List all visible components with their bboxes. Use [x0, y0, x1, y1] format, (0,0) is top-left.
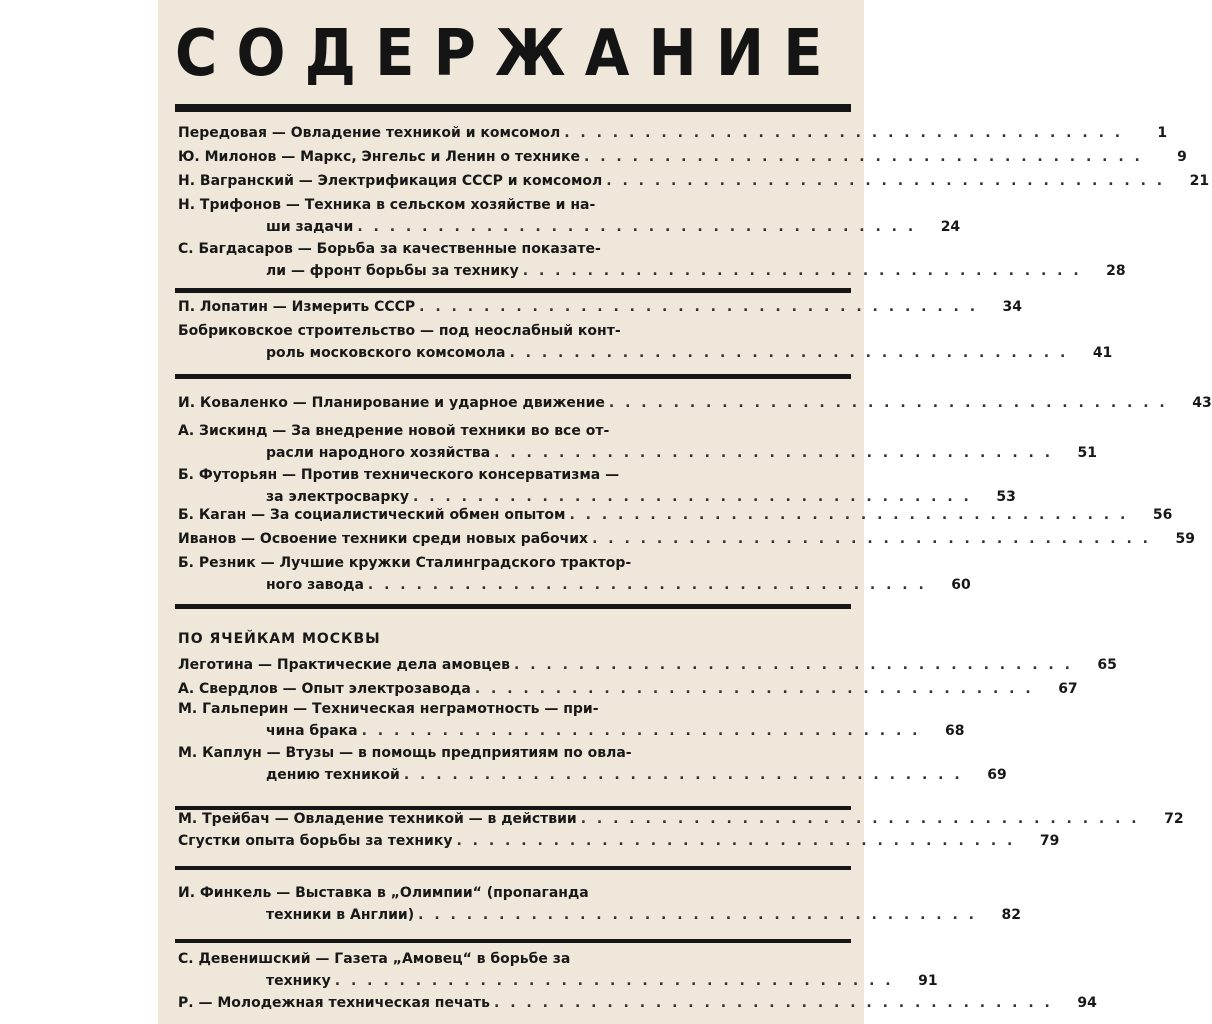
dot-leader: . . . . . . . . . . . . . . . . . . . . . . . . . . . . . . . . . . .	[357, 219, 917, 235]
toc-entry-title: А. Зискинд — За внедрение новой техники во все от-	[178, 423, 610, 439]
toc-page-number: 79	[1039, 833, 1060, 849]
toc-entry-line	[178, 742, 851, 764]
toc-entry-continuation	[178, 970, 938, 992]
toc-page-number: 1	[1157, 125, 1168, 141]
toc-entry-line	[178, 420, 851, 442]
toc-entry-title: Ю. Милонов — Маркс, Энгельс и Ленин о технике	[178, 149, 581, 165]
dot-leader: . . . . . . . . . . . . . . . . . . . . . . . . . . . . . . . . . . .	[403, 767, 963, 783]
toc-entry-title: И. Коваленко — Планирование и ударное движение	[178, 395, 605, 411]
toc-entry-continuation	[178, 764, 1007, 786]
toc-entry-title: А. Свердлов — Опыт электрозавода	[178, 681, 471, 697]
toc-page-number: 41	[1092, 345, 1113, 361]
dot-leader: . . . . . . . . . . . . . . . . . . . . . . . . . . . . . . . . . . .	[584, 149, 1143, 165]
dot-leader: . . . . . . . . . . . . . . . . . . . . . . . . . . . . . . . . . . .	[334, 973, 894, 989]
toc-entry-title: роль московского комсомола	[266, 345, 506, 361]
toc-entry-line	[178, 698, 851, 720]
toc-entry-title: Леготина — Практические дела амовцев	[178, 657, 511, 673]
toc-entry-title: ли — фронт борьбы за технику	[266, 263, 519, 279]
toc-entry-line	[178, 882, 851, 904]
toc-entry-title: М. Трейбач — Овладение техникой — в действии	[178, 811, 577, 827]
toc-entry-title: М. Каплун — Втузы — в помощь предприятиям по овла-	[178, 745, 632, 761]
toc-entry-line	[178, 948, 851, 970]
toc-page-number: 60	[951, 577, 971, 593]
dot-leader: . . . . . . . . . . . . . . . . . . . . . . . . . . . . . . . . . . .	[569, 507, 1129, 523]
toc-entry-title: Б. Каган — За социалистический обмен опытом	[178, 507, 566, 523]
toc-entry-line	[178, 238, 851, 260]
dot-leader: . . . . . . . . . . . . . . . . . . . . . . . . . . . . . . . . . . .	[367, 577, 927, 593]
toc-entry-title: за электросварку	[266, 489, 410, 505]
toc-entry-title: чина брака	[266, 723, 358, 739]
divider	[175, 866, 851, 870]
toc-entry-line	[178, 320, 851, 342]
dot-leader: . . . . . . . . . . . . . . . . . . . . . . . . . . . . . . . . . . .	[580, 811, 1140, 827]
toc-entry-title: М. Гальперин — Техническая неграмотность — при-	[178, 701, 599, 717]
toc-page-number: 68	[944, 723, 965, 739]
dot-leader: . . . . . . . . . . . . . . . . . . . . . . . . . . . . . . . . . . .	[514, 657, 1073, 673]
toc-entry-continuation	[178, 216, 961, 238]
toc-entry-line	[178, 146, 1187, 168]
dot-leader: . . . . . . . . . . . . . . . . . . . . . . . . . . . . . . . . . . .	[413, 489, 972, 505]
toc-page-number: 82	[1001, 907, 1021, 923]
toc-page-number: 53	[996, 489, 1016, 505]
toc-entry-continuation	[178, 342, 1113, 364]
toc-entry-title: Иванов — Освоение техники среди новых рабочих	[178, 531, 589, 547]
toc-entry-title: Передовая — Овладение техникой и комсомол	[178, 125, 561, 141]
toc-entry-line	[178, 552, 851, 574]
toc-page-number: 59	[1175, 531, 1195, 547]
toc-page-number: 24	[940, 219, 961, 235]
toc-page-number: 69	[987, 767, 1007, 783]
toc-entry-line	[178, 830, 1060, 852]
toc-entry-line	[178, 654, 1117, 676]
toc-entry-title: Сгустки опыта борьбы за технику	[178, 833, 453, 849]
toc-entry-line	[178, 464, 851, 486]
toc-page-number: 9	[1177, 149, 1187, 165]
toc-entry-title: Н. Трифонов — Техника в сельском хозяйстве и на-	[178, 197, 596, 213]
toc-entry-line	[178, 170, 1210, 192]
toc-entry-title: П. Лопатин — Измерить СССР	[178, 299, 416, 315]
toc-entry-line	[178, 808, 1184, 830]
toc-page-number: 34	[1002, 299, 1023, 315]
toc-entry-title: техники в Англии)	[266, 907, 415, 923]
dot-leader: . . . . . . . . . . . . . . . . . . . . . . . . . . . . . . . . . . .	[456, 833, 1016, 849]
toc-entry-title: ного завода	[266, 577, 364, 593]
page-title: СОДЕРЖАНИЕ	[175, 17, 842, 91]
dot-leader: . . . . . . . . . . . . . . . . . . . . . . . . . . . . . . . . . . .	[418, 907, 977, 923]
toc-entry-line	[178, 992, 1097, 1014]
toc-page-number: 56	[1152, 507, 1173, 523]
toc-entry-title: Р. — Молодежная техническая печать	[178, 995, 490, 1011]
toc-page-number: 43	[1192, 395, 1212, 411]
dot-leader: . . . . . . . . . . . . . . . . . . . . . . . . . . . . . . . . . . .	[564, 125, 1124, 141]
toc-entry-title: Бобриковское строительство — под неослабный конт-	[178, 323, 621, 339]
dot-leader: . . . . . . . . . . . . . . . . . . . . . . . . . . . . . . . . . . .	[419, 299, 979, 315]
dot-leader: . . . . . . . . . . . . . . . . . . . . . . . . . . . . . . . . . . .	[606, 173, 1166, 189]
toc-entry-title: расли народного хозяйства	[266, 445, 491, 461]
toc-page-number: 94	[1077, 995, 1097, 1011]
dot-leader: . . . . . . . . . . . . . . . . . . . . . . . . . . . . . . . . . . .	[509, 345, 1069, 361]
toc-page-number: 65	[1097, 657, 1117, 673]
divider	[175, 374, 851, 379]
toc-entry-title: С. Девенишский — Газета „Амовец“ в борьбе за	[178, 951, 571, 967]
toc-entry-title: технику	[266, 973, 331, 989]
dot-leader: . . . . . . . . . . . . . . . . . . . . . . . . . . . . . . . . . . .	[522, 263, 1082, 279]
toc-entry-title: Б. Футорьян — Против технического консерватизма —	[178, 467, 620, 483]
divider	[175, 288, 851, 293]
dot-leader: . . . . . . . . . . . . . . . . . . . . . . . . . . . . . . . . . . .	[494, 445, 1054, 461]
dot-leader: . . . . . . . . . . . . . . . . . . . . . . . . . . . . . . . . . . .	[361, 723, 921, 739]
dot-leader: . . . . . . . . . . . . . . . . . . . . . . . . . . . . . . . . . . .	[592, 531, 1151, 547]
toc-entry-line	[178, 678, 1078, 700]
toc-entry-line	[178, 194, 851, 216]
section-heading: ПО ЯЧЕЙКАМ МОСКВЫ	[178, 631, 381, 647]
toc-page-number: 28	[1106, 263, 1126, 279]
toc-page-number: 21	[1189, 173, 1210, 189]
toc-page-number: 91	[918, 973, 938, 989]
toc-entry-title: Н. Вагранский — Электрификация СССР и комсомол	[178, 173, 603, 189]
toc-entry-continuation	[178, 904, 1021, 926]
toc-page-number: 72	[1164, 811, 1184, 827]
toc-entry-continuation	[178, 260, 1126, 282]
toc-page-number: 67	[1058, 681, 1078, 697]
toc-entry-line	[178, 528, 1195, 550]
toc-entry-title: И. Финкель — Выставка в „Олимпии“ (пропаганда	[178, 885, 589, 901]
toc-entry-line	[178, 392, 1212, 414]
dot-leader: . . . . . . . . . . . . . . . . . . . . . . . . . . . . . . . . . . .	[608, 395, 1168, 411]
toc-entry-title: дению техникой	[266, 767, 400, 783]
toc-entry-title: С. Багдасаров — Борьба за качественные показате-	[178, 241, 601, 257]
toc-entry-continuation	[178, 442, 1098, 464]
divider	[175, 604, 851, 609]
toc-entry-continuation	[178, 720, 965, 742]
divider	[175, 939, 851, 943]
toc-entry-line	[178, 122, 1168, 144]
toc-entry-line	[178, 296, 1023, 318]
toc-page-number: 51	[1077, 445, 1098, 461]
toc-entry-continuation	[178, 574, 971, 596]
divider	[175, 104, 851, 112]
toc-entry-title: Б. Резник — Лучшие кружки Сталинградского трактор-	[178, 555, 632, 571]
toc-entry-line	[178, 504, 1173, 526]
dot-leader: . . . . . . . . . . . . . . . . . . . . . . . . . . . . . . . . . . .	[474, 681, 1034, 697]
toc-entry-title: ши задачи	[266, 219, 354, 235]
dot-leader: . . . . . . . . . . . . . . . . . . . . . . . . . . . . . . . . . . .	[494, 995, 1053, 1011]
